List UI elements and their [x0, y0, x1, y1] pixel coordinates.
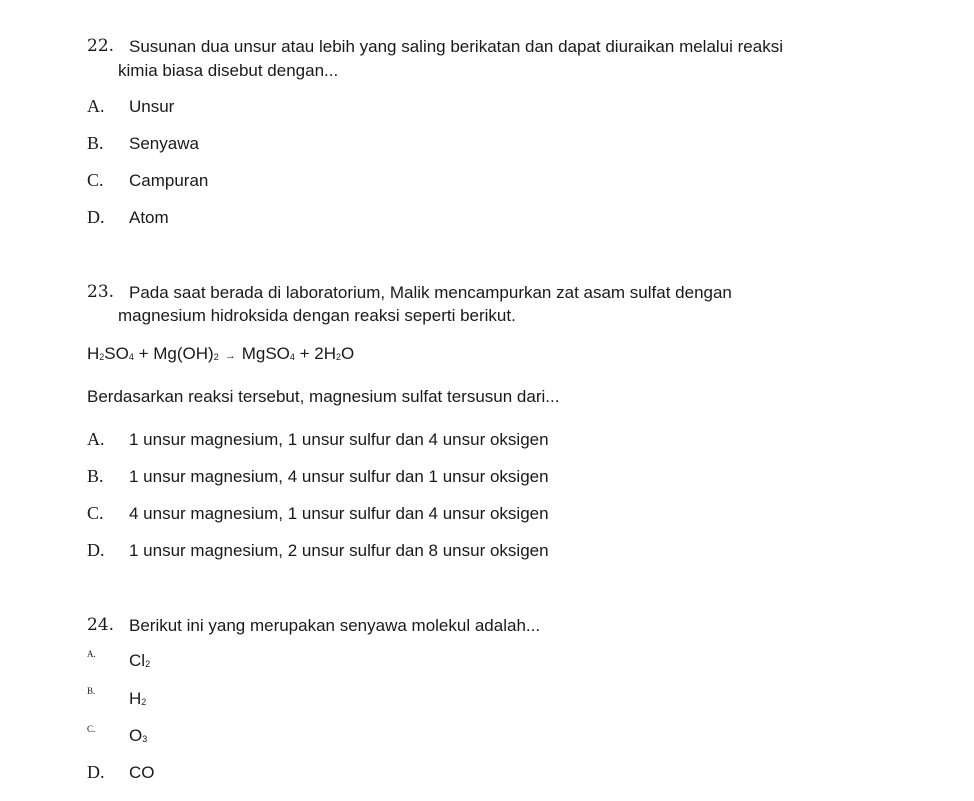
option-text: 1 unsur magnesium, 2 unsur sulfur dan 8 unsur oksigen [129, 541, 549, 560]
eq-subscript: 2 [213, 352, 219, 362]
option-label: C. [87, 170, 104, 190]
option-text [129, 689, 146, 709]
formula-base: H [129, 689, 142, 708]
eq-subscript: 4 [128, 352, 134, 362]
eq-subscript: 2 [336, 352, 342, 362]
reaction-arrow-icon: → [224, 350, 236, 362]
formula-subscript: 2 [145, 659, 151, 669]
option-text: Unsur [129, 97, 175, 116]
option-label: D. [87, 540, 105, 560]
chemical-equation [87, 344, 354, 364]
option-label: C. [87, 724, 96, 734]
option-text: Senyawa [129, 134, 199, 153]
eq-part: O [341, 344, 355, 363]
option-text [129, 651, 150, 671]
eq-part: MgSO [241, 344, 290, 363]
eq-part: SO [104, 344, 129, 363]
formula-subscript: 2 [141, 697, 147, 707]
eq-part: H [87, 344, 100, 363]
option-text: Atom [129, 208, 169, 227]
question-number: 23. [87, 282, 115, 302]
question-number: 22. [87, 36, 115, 56]
option-text [129, 763, 155, 783]
option-label: B. [87, 466, 104, 486]
option-label: B. [87, 686, 96, 696]
option-text [129, 726, 147, 746]
question-number: 24. [87, 615, 115, 635]
formula-subscript: 3 [142, 734, 148, 744]
option-text: Campuran [129, 171, 209, 190]
eq-part: + Mg(OH) [133, 344, 214, 363]
question-text: Berikut ini yang merupakan senyawa molekul adalah... [129, 616, 541, 635]
eq-part: + 2H [294, 344, 337, 363]
option-label: D. [87, 207, 105, 227]
option-label: C. [87, 503, 104, 523]
formula-base: CO [129, 763, 155, 782]
formula-base: O [129, 726, 143, 745]
question-text: Susunan dua unsur atau lebih yang saling berikatan dan dapat diuraikan melalui reaksi [129, 37, 783, 56]
option-label: B. [87, 133, 104, 153]
question-text: kimia biasa disebut dengan... [118, 61, 339, 80]
option-label: D. [87, 762, 105, 782]
option-label: A. [87, 96, 105, 116]
question-prompt: Berdasarkan reaksi tersebut, magnesium sulfat tersusun dari... [87, 387, 560, 406]
option-text: 1 unsur magnesium, 1 unsur sulfur dan 4 unsur oksigen [129, 430, 549, 449]
option-text: 1 unsur magnesium, 4 unsur sulfur dan 1 unsur oksigen [129, 467, 549, 486]
option-label: A. [87, 649, 96, 659]
option-label: A. [87, 429, 105, 449]
question-text: Pada saat berada di laboratorium, Malik mencampurkan zat asam sulfat dengan [129, 283, 732, 302]
eq-subscript: 2 [99, 352, 105, 362]
formula-base: Cl [129, 651, 146, 670]
question-text: magnesium hidroksida dengan reaksi seperti berikut. [118, 306, 516, 325]
eq-subscript: 4 [289, 352, 295, 362]
option-text: 4 unsur magnesium, 1 unsur sulfur dan 4 unsur oksigen [129, 504, 549, 523]
